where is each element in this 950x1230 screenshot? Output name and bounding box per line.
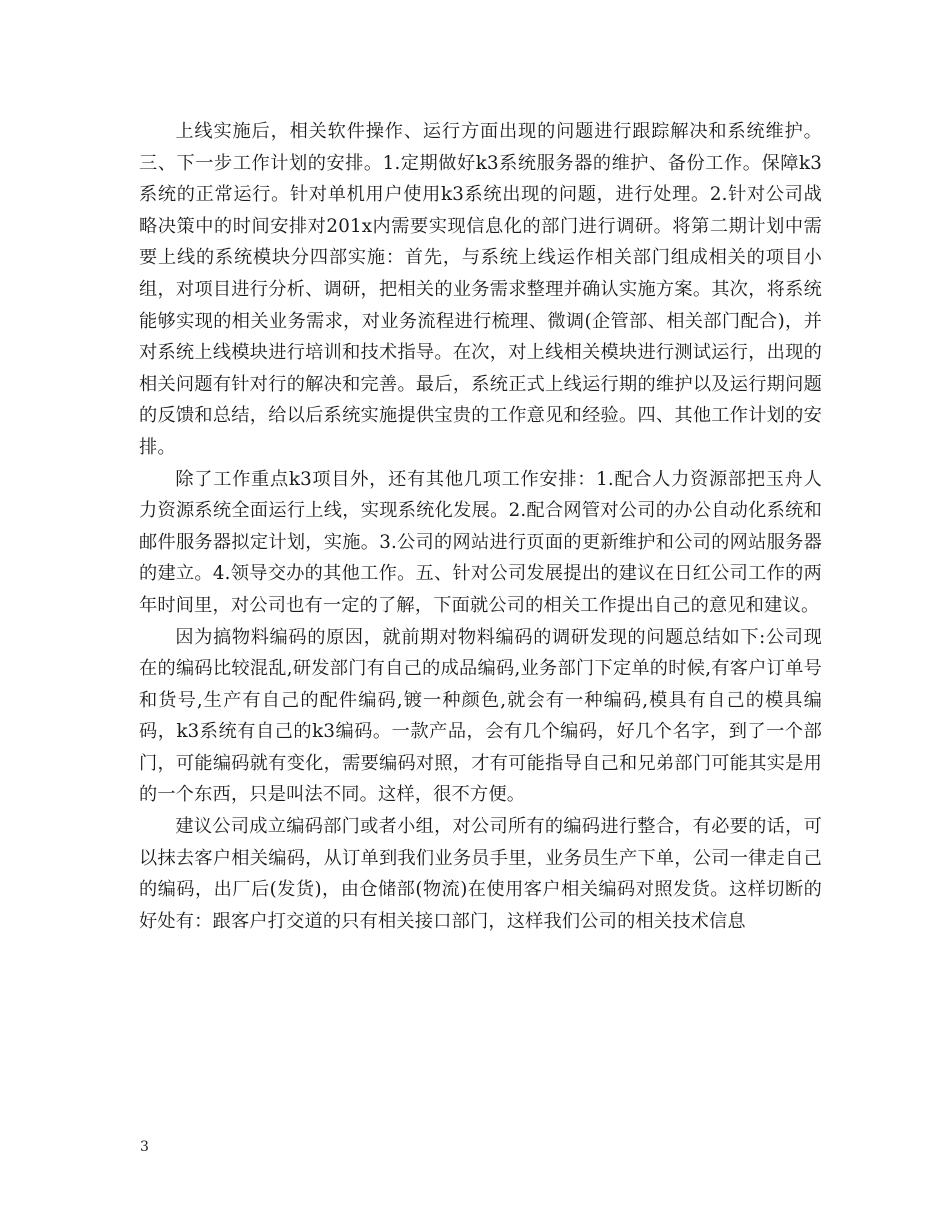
paragraph-2: 除了工作重点k3项目外，还有其他几项工作安排：1.配合人力资源部把玉舟人力资源系统全面运行上线，实现系统化发展。2.配合网管对公司的办公自动化系统和邮件服务器拟定计划，实施。3.公司的网站进行页面的更新维护和公司的网站服务器的建立。4.领导交办的其他工作。五、针对公司发展提出的建议在日红公司工作的两年时间里，对公司也有一定的了解，下面就公司的相关工作提出自己的意见和建议。: [139, 468, 822, 616]
document-body: [139, 116, 822, 937]
paragraph-3: 因为搞物料编码的原因，就前期对物料编码的调研发现的问题总结如下:公司现在的编码比较混乱,研发部门有自己的成品编码,业务部门下定单的时候,有客户订单号和货号,生产有自己的配件编码,镀一种颜色,就会有一种编码,模具有自己的模具编码，k3系统有自己的k3编码。一款产品，会有几个编码，好几个名字，到了一个部门，可能编码就有变化，需要编码对照，才有可能指导自己和兄弟部门可能其实是用的一个东西，只是叫法不同。这样，很不方便。: [139, 626, 822, 806]
paragraph-1: 上线实施后，相关软件操作、运行方面出现的问题进行跟踪解决和系统维护。三、下一步工作计划的安排。1.定期做好k3系统服务器的维护、备份工作。保障k3系统的正常运行。针对单机用户使用k3系统出现的问题，进行处理。2.针对公司战略决策中的时间安排对201x内需要实现信息化的部门进行调研。将第二期计划中需要上线的系统模块分四部实施：首先，与系统上线运作相关部门组成相关的项目小组，对项目进行分析、调研，把相关的业务需求整理并确认实施方案。其次，将系统能够实现的相关业务需求，对业务流程进行梳理、微调(企管部、相关部门配合)，并对系统上线模块进行培训和技术指导。在次，对上线相关模块进行测试运行，出现的相关问题有针对行的解决和完善。最后，系统正式上线运行期的维护以及运行期问题的反馈和总结，给以后系统实施提供宝贵的工作意见和经验。四、其他工作计划的安排。: [139, 121, 822, 458]
page-number: 3: [140, 1139, 149, 1155]
paragraph-4: 建议公司成立编码部门或者小组，对公司所有的编码进行整合，有必要的话，可以抹去客户相关编码，从订单到我们业务员手里，业务员生产下单，公司一律走自己的编码，出厂后(发货)，由仓储部(物流)在使用客户相关编码对照发货。这样切断的好处有：跟客户打交道的只有相关接口部门，这样我们公司的相关技术信息: [139, 816, 822, 932]
